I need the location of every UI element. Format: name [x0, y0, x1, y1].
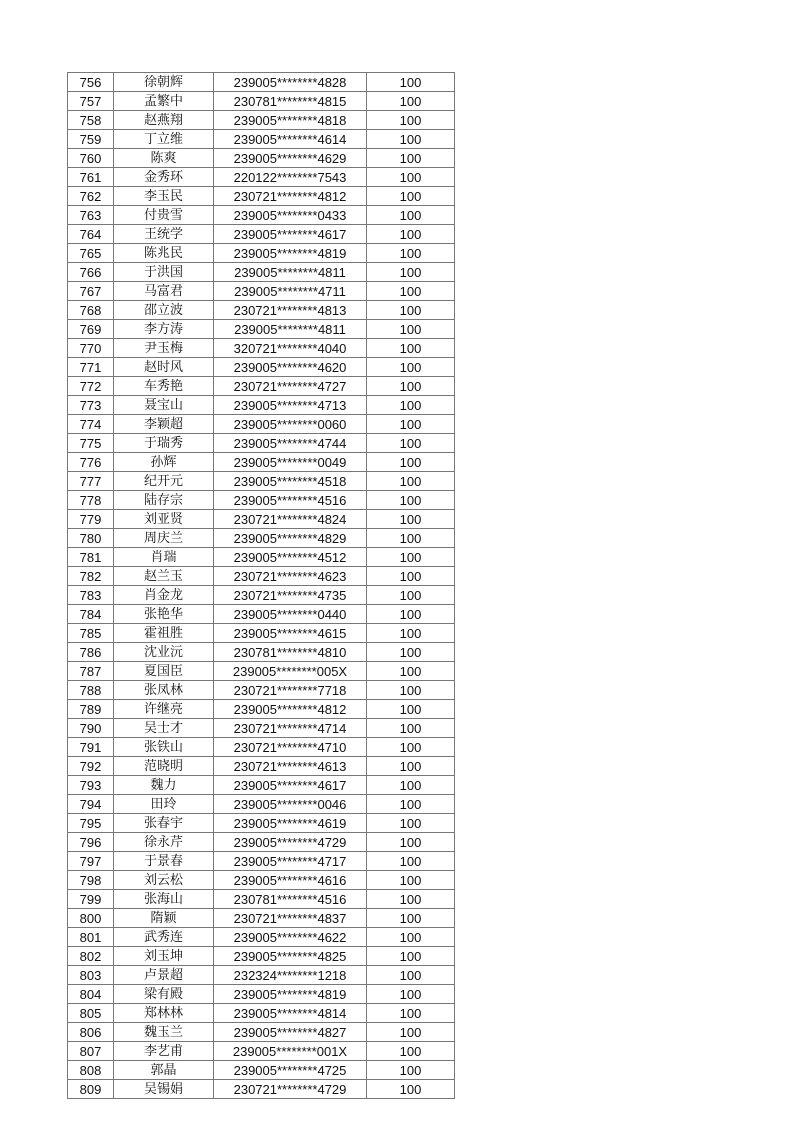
- score-cell: 100: [367, 757, 455, 776]
- name-cell: 陆存宗: [114, 491, 214, 510]
- score-cell: 100: [367, 1080, 455, 1099]
- row-number-cell: 786: [68, 643, 114, 662]
- id-number-cell: 239005********0049: [214, 453, 367, 472]
- score-cell: 100: [367, 738, 455, 757]
- score-cell: 100: [367, 586, 455, 605]
- name-cell: 吴士才: [114, 719, 214, 738]
- table-row: [68, 92, 455, 111]
- row-number-cell: 798: [68, 871, 114, 890]
- table-row: [68, 776, 455, 795]
- row-number-cell: 792: [68, 757, 114, 776]
- table-row: [68, 928, 455, 947]
- table-row: [68, 852, 455, 871]
- table-row: [68, 548, 455, 567]
- row-number-cell: 791: [68, 738, 114, 757]
- name-cell: 张海山: [114, 890, 214, 909]
- name-cell: 聂宝山: [114, 396, 214, 415]
- row-number-cell: 773: [68, 396, 114, 415]
- name-cell: 于瑞秀: [114, 434, 214, 453]
- name-cell: 刘云松: [114, 871, 214, 890]
- score-cell: 100: [367, 681, 455, 700]
- id-number-cell: 239005********4516: [214, 491, 367, 510]
- score-cell: 100: [367, 73, 455, 92]
- row-number-cell: 767: [68, 282, 114, 301]
- score-cell: 100: [367, 852, 455, 871]
- table-row: [68, 263, 455, 282]
- table-row: [68, 244, 455, 263]
- score-cell: 100: [367, 833, 455, 852]
- score-cell: 100: [367, 529, 455, 548]
- row-number-cell: 772: [68, 377, 114, 396]
- name-cell: 李玉民: [114, 187, 214, 206]
- name-cell: 郑林林: [114, 1004, 214, 1023]
- row-number-cell: 761: [68, 168, 114, 187]
- table-row: [68, 719, 455, 738]
- row-number-cell: 793: [68, 776, 114, 795]
- id-number-cell: 230781********4815: [214, 92, 367, 111]
- id-number-cell: 230721********4613: [214, 757, 367, 776]
- name-cell: 卢景超: [114, 966, 214, 985]
- name-cell: 梁有殿: [114, 985, 214, 1004]
- table-row: [68, 833, 455, 852]
- name-cell: 刘玉坤: [114, 947, 214, 966]
- row-number-cell: 804: [68, 985, 114, 1004]
- row-number-cell: 777: [68, 472, 114, 491]
- score-cell: 100: [367, 605, 455, 624]
- name-cell: 王统学: [114, 225, 214, 244]
- table-row: [68, 985, 455, 1004]
- name-cell: 张艳华: [114, 605, 214, 624]
- score-cell: 100: [367, 985, 455, 1004]
- score-cell: 100: [367, 358, 455, 377]
- row-number-cell: 766: [68, 263, 114, 282]
- table-row: [68, 909, 455, 928]
- row-number-cell: 759: [68, 130, 114, 149]
- row-number-cell: 762: [68, 187, 114, 206]
- id-number-cell: 239005********0433: [214, 206, 367, 225]
- table-row: [68, 1023, 455, 1042]
- name-cell: 于景春: [114, 852, 214, 871]
- score-cell: 100: [367, 244, 455, 263]
- score-cell: 100: [367, 795, 455, 814]
- table-row: [68, 1004, 455, 1023]
- row-number-cell: 803: [68, 966, 114, 985]
- row-number-cell: 788: [68, 681, 114, 700]
- id-number-cell: 239005********4828: [214, 73, 367, 92]
- id-number-cell: 239005********4811: [214, 263, 367, 282]
- id-number-cell: 239005********0060: [214, 415, 367, 434]
- score-cell: 100: [367, 624, 455, 643]
- row-number-cell: 799: [68, 890, 114, 909]
- table-row: [68, 814, 455, 833]
- score-cell: 100: [367, 662, 455, 681]
- table-row: [68, 206, 455, 225]
- id-number-cell: 239005********005X: [214, 662, 367, 681]
- id-number-cell: 239005********4616: [214, 871, 367, 890]
- row-number-cell: 770: [68, 339, 114, 358]
- table-row: [68, 453, 455, 472]
- name-cell: 于洪国: [114, 263, 214, 282]
- table-row: [68, 320, 455, 339]
- name-cell: 金秀环: [114, 168, 214, 187]
- id-number-cell: 239005********0440: [214, 605, 367, 624]
- name-cell: 吴锡娟: [114, 1080, 214, 1099]
- id-number-cell: 239005********4620: [214, 358, 367, 377]
- row-number-cell: 807: [68, 1042, 114, 1061]
- row-number-cell: 796: [68, 833, 114, 852]
- table-row: [68, 282, 455, 301]
- name-cell: 徐朝辉: [114, 73, 214, 92]
- table-row: [68, 605, 455, 624]
- score-cell: 100: [367, 1023, 455, 1042]
- name-cell: 丁立维: [114, 130, 214, 149]
- name-cell: 徐永芹: [114, 833, 214, 852]
- table-row: [68, 966, 455, 985]
- id-number-cell: 239005********4811: [214, 320, 367, 339]
- table-row: [68, 795, 455, 814]
- name-cell: 许继亮: [114, 700, 214, 719]
- id-number-cell: 239005********4518: [214, 472, 367, 491]
- name-cell: 夏国臣: [114, 662, 214, 681]
- row-number-cell: 764: [68, 225, 114, 244]
- score-cell: 100: [367, 92, 455, 111]
- score-cell: 100: [367, 814, 455, 833]
- id-number-cell: 320721********4040: [214, 339, 367, 358]
- table-row: [68, 1080, 455, 1099]
- name-cell: 李艺甫: [114, 1042, 214, 1061]
- table-row: [68, 168, 455, 187]
- name-cell: 周庆兰: [114, 529, 214, 548]
- id-number-cell: 239005********4812: [214, 700, 367, 719]
- row-number-cell: 760: [68, 149, 114, 168]
- id-number-cell: 230721********4729: [214, 1080, 367, 1099]
- score-cell: 100: [367, 339, 455, 358]
- name-cell: 郭晶: [114, 1061, 214, 1080]
- id-number-cell: 239005********4615: [214, 624, 367, 643]
- id-number-cell: 239005********4744: [214, 434, 367, 453]
- table-row: [68, 339, 455, 358]
- name-cell: 肖瑞: [114, 548, 214, 567]
- table-row: [68, 415, 455, 434]
- row-number-cell: 782: [68, 567, 114, 586]
- id-number-cell: 239005********4819: [214, 244, 367, 263]
- id-number-cell: 230721********4710: [214, 738, 367, 757]
- score-cell: 100: [367, 301, 455, 320]
- id-number-cell: 239005********4717: [214, 852, 367, 871]
- row-number-cell: 756: [68, 73, 114, 92]
- row-number-cell: 801: [68, 928, 114, 947]
- score-cell: 100: [367, 700, 455, 719]
- row-number-cell: 800: [68, 909, 114, 928]
- name-cell: 孙辉: [114, 453, 214, 472]
- score-cell: 100: [367, 187, 455, 206]
- table-row: [68, 472, 455, 491]
- row-number-cell: 805: [68, 1004, 114, 1023]
- score-cell: 100: [367, 491, 455, 510]
- row-number-cell: 784: [68, 605, 114, 624]
- row-number-cell: 769: [68, 320, 114, 339]
- table-row: [68, 947, 455, 966]
- score-cell: 100: [367, 149, 455, 168]
- score-cell: 100: [367, 643, 455, 662]
- row-number-cell: 795: [68, 814, 114, 833]
- id-number-cell: 239005********4827: [214, 1023, 367, 1042]
- name-cell: 纪开元: [114, 472, 214, 491]
- row-number-cell: 776: [68, 453, 114, 472]
- table-row: [68, 434, 455, 453]
- row-number-cell: 775: [68, 434, 114, 453]
- name-cell: 武秀连: [114, 928, 214, 947]
- score-cell: 100: [367, 890, 455, 909]
- score-cell: 100: [367, 1042, 455, 1061]
- table-row: [68, 491, 455, 510]
- id-number-cell: 230721********4623: [214, 567, 367, 586]
- score-cell: 100: [367, 548, 455, 567]
- name-cell: 陈爽: [114, 149, 214, 168]
- score-cell: 100: [367, 396, 455, 415]
- name-cell: 魏力: [114, 776, 214, 795]
- row-number-cell: 806: [68, 1023, 114, 1042]
- name-cell: 尹玉梅: [114, 339, 214, 358]
- score-cell: 100: [367, 225, 455, 244]
- score-cell: 100: [367, 928, 455, 947]
- id-number-cell: 230781********4810: [214, 643, 367, 662]
- id-number-cell: 230781********4516: [214, 890, 367, 909]
- row-number-cell: 787: [68, 662, 114, 681]
- table-row: [68, 567, 455, 586]
- score-cell: 100: [367, 472, 455, 491]
- score-cell: 100: [367, 415, 455, 434]
- id-number-cell: 239005********4725: [214, 1061, 367, 1080]
- table-row: [68, 111, 455, 130]
- name-cell: 田玲: [114, 795, 214, 814]
- table-row: [68, 1042, 455, 1061]
- score-cell: 100: [367, 263, 455, 282]
- table-row: [68, 700, 455, 719]
- name-cell: 孟繁中: [114, 92, 214, 111]
- row-number-cell: 780: [68, 529, 114, 548]
- score-cell: 100: [367, 909, 455, 928]
- row-number-cell: 771: [68, 358, 114, 377]
- table-row: [68, 643, 455, 662]
- id-number-cell: 239005********001X: [214, 1042, 367, 1061]
- id-number-cell: 239005********4814: [214, 1004, 367, 1023]
- score-cell: 100: [367, 947, 455, 966]
- id-number-cell: 239005********4617: [214, 776, 367, 795]
- score-cell: 100: [367, 377, 455, 396]
- table-row: [68, 396, 455, 415]
- score-cell: 100: [367, 453, 455, 472]
- id-number-cell: 239005********4819: [214, 985, 367, 1004]
- score-cell: 100: [367, 1061, 455, 1080]
- row-number-cell: 797: [68, 852, 114, 871]
- score-cell: 100: [367, 434, 455, 453]
- table-row: [68, 73, 455, 92]
- id-number-cell: 230721********4837: [214, 909, 367, 928]
- table-row: [68, 301, 455, 320]
- score-cell: 100: [367, 111, 455, 130]
- row-number-cell: 757: [68, 92, 114, 111]
- row-number-cell: 802: [68, 947, 114, 966]
- name-cell: 肖金龙: [114, 586, 214, 605]
- name-cell: 张春宇: [114, 814, 214, 833]
- id-number-cell: 239005********4713: [214, 396, 367, 415]
- score-cell: 100: [367, 567, 455, 586]
- name-cell: 车秀艳: [114, 377, 214, 396]
- name-cell: 魏玉兰: [114, 1023, 214, 1042]
- score-cell: 100: [367, 130, 455, 149]
- id-number-cell: 239005********4729: [214, 833, 367, 852]
- table-row: [68, 681, 455, 700]
- row-number-cell: 785: [68, 624, 114, 643]
- name-cell: 范晓明: [114, 757, 214, 776]
- row-number-cell: 809: [68, 1080, 114, 1099]
- score-cell: 100: [367, 320, 455, 339]
- id-number-cell: 230721********4812: [214, 187, 367, 206]
- table-row: [68, 225, 455, 244]
- table-row: [68, 662, 455, 681]
- row-number-cell: 778: [68, 491, 114, 510]
- id-number-cell: 230721********4813: [214, 301, 367, 320]
- score-cell: 100: [367, 168, 455, 187]
- name-cell: 张铁山: [114, 738, 214, 757]
- table-row: [68, 510, 455, 529]
- id-number-cell: 230721********7718: [214, 681, 367, 700]
- id-number-cell: 239005********4629: [214, 149, 367, 168]
- id-number-cell: 239005********0046: [214, 795, 367, 814]
- name-cell: 张凤林: [114, 681, 214, 700]
- row-number-cell: 789: [68, 700, 114, 719]
- name-cell: 邵立波: [114, 301, 214, 320]
- id-number-cell: 239005********4711: [214, 282, 367, 301]
- row-number-cell: 783: [68, 586, 114, 605]
- score-cell: 100: [367, 1004, 455, 1023]
- id-number-cell: 239005********4614: [214, 130, 367, 149]
- table-row: [68, 624, 455, 643]
- row-number-cell: 779: [68, 510, 114, 529]
- name-cell: 隋颖: [114, 909, 214, 928]
- score-cell: 100: [367, 282, 455, 301]
- name-cell: 李颖超: [114, 415, 214, 434]
- id-number-cell: 239005********4619: [214, 814, 367, 833]
- score-cell: 100: [367, 719, 455, 738]
- table-row: [68, 890, 455, 909]
- score-cell: 100: [367, 510, 455, 529]
- id-number-cell: 239005********4829: [214, 529, 367, 548]
- id-number-cell: 230721********4727: [214, 377, 367, 396]
- roster-table: [67, 72, 455, 1099]
- score-cell: 100: [367, 966, 455, 985]
- table-row: [68, 130, 455, 149]
- id-number-cell: 239005********4622: [214, 928, 367, 947]
- name-cell: 陈兆民: [114, 244, 214, 263]
- table-row: [68, 757, 455, 776]
- row-number-cell: 774: [68, 415, 114, 434]
- name-cell: 马富君: [114, 282, 214, 301]
- name-cell: 李方涛: [114, 320, 214, 339]
- table-row: [68, 377, 455, 396]
- id-number-cell: 230721********4735: [214, 586, 367, 605]
- score-cell: 100: [367, 776, 455, 795]
- id-number-cell: 232324********1218: [214, 966, 367, 985]
- row-number-cell: 794: [68, 795, 114, 814]
- id-number-cell: 230721********4714: [214, 719, 367, 738]
- row-number-cell: 790: [68, 719, 114, 738]
- score-cell: 100: [367, 871, 455, 890]
- id-number-cell: 239005********4617: [214, 225, 367, 244]
- row-number-cell: 765: [68, 244, 114, 263]
- table-row: [68, 1061, 455, 1080]
- table-row: [68, 149, 455, 168]
- name-cell: 赵兰玉: [114, 567, 214, 586]
- id-number-cell: 230721********4824: [214, 510, 367, 529]
- table-row: [68, 529, 455, 548]
- table-row: [68, 187, 455, 206]
- roster-table-body: [68, 73, 455, 1099]
- id-number-cell: 239005********4825: [214, 947, 367, 966]
- name-cell: 赵时风: [114, 358, 214, 377]
- row-number-cell: 768: [68, 301, 114, 320]
- roster-sheet: [67, 72, 454, 1099]
- score-cell: 100: [367, 206, 455, 225]
- row-number-cell: 781: [68, 548, 114, 567]
- id-number-cell: 239005********4818: [214, 111, 367, 130]
- id-number-cell: 220122********7543: [214, 168, 367, 187]
- table-row: [68, 358, 455, 377]
- table-row: [68, 586, 455, 605]
- name-cell: 付贵雪: [114, 206, 214, 225]
- table-row: [68, 871, 455, 890]
- id-number-cell: 239005********4512: [214, 548, 367, 567]
- table-row: [68, 738, 455, 757]
- row-number-cell: 808: [68, 1061, 114, 1080]
- name-cell: 赵燕翔: [114, 111, 214, 130]
- row-number-cell: 758: [68, 111, 114, 130]
- row-number-cell: 763: [68, 206, 114, 225]
- name-cell: 霍祖胜: [114, 624, 214, 643]
- name-cell: 沈业沅: [114, 643, 214, 662]
- name-cell: 刘亚贤: [114, 510, 214, 529]
